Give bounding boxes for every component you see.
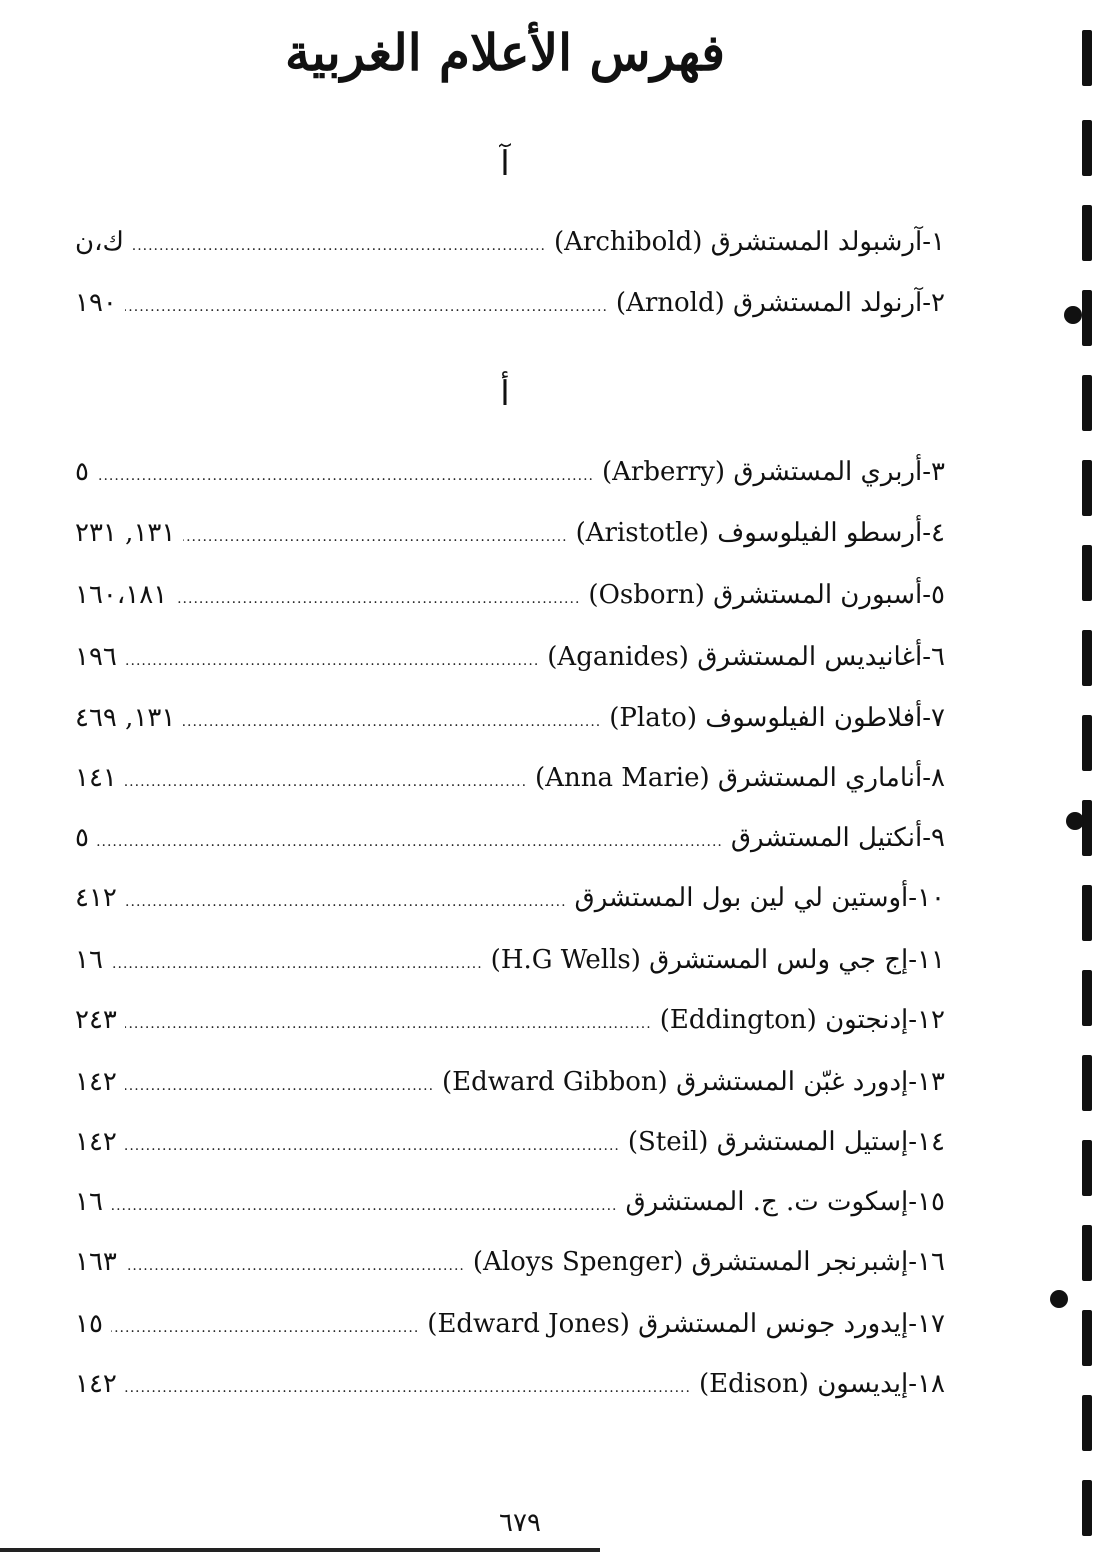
index-entry xyxy=(75,1242,945,1282)
index-entry xyxy=(75,222,945,262)
index-entry xyxy=(75,1182,945,1222)
dot-leader xyxy=(111,944,483,984)
binding-mark xyxy=(1082,205,1092,261)
entry-label: ٣-أربري المستشرق (Arberry) xyxy=(601,457,945,487)
punch-hole-dot xyxy=(1066,812,1084,830)
entry-label: ٧-أفلاطون الفيلوسوف (Plato) xyxy=(609,703,945,733)
dot-leader xyxy=(125,287,608,327)
entry-pages: ١٣١, ٤٦٩ xyxy=(75,703,176,733)
entry-label: ١٨-إيديسون (Edison) xyxy=(698,1369,945,1399)
index-entry xyxy=(75,698,945,738)
dot-leader xyxy=(125,882,567,922)
index-entry xyxy=(75,513,945,553)
dot-leader xyxy=(125,1368,691,1408)
index-entry xyxy=(75,1000,945,1040)
entry-label: ١١-إج جي ولس المستشرق (H.G Wells) xyxy=(490,945,945,975)
binding-mark xyxy=(1082,375,1092,431)
index-entry xyxy=(75,283,945,323)
dot-leader xyxy=(183,517,567,557)
entry-pages: ١٩٠ xyxy=(75,288,117,318)
binding-mark xyxy=(1082,800,1092,856)
index-entry xyxy=(75,575,945,615)
index-entry xyxy=(75,758,945,798)
index-entry xyxy=(75,637,945,677)
dot-leader xyxy=(132,226,546,266)
entry-pages: ١٣١, ٢٣١ xyxy=(75,518,176,548)
entry-label: ٤-أرسطو الفيلوسوف (Aristotle) xyxy=(575,518,945,548)
punch-hole-dot xyxy=(1064,306,1082,324)
binding-mark xyxy=(1082,1055,1092,1111)
page-title: فهرس الأعلام الغربية xyxy=(284,23,726,82)
binding-mark xyxy=(1082,1310,1092,1366)
entry-pages: ١٦ xyxy=(75,1187,103,1217)
entry-pages: ٢٤٣ xyxy=(75,1005,117,1035)
dot-leader xyxy=(183,702,601,742)
binding-mark xyxy=(1082,970,1092,1026)
entry-label: ١٧-إيدورد جونس المستشرق (Edward Jones) xyxy=(427,1309,945,1339)
entry-pages: ١٦ xyxy=(75,945,103,975)
page-number: ٦٧٩ xyxy=(499,1508,541,1538)
entry-label: ١٢-إدنجتون (Eddington) xyxy=(659,1005,945,1035)
entry-label: ١٤-إستيل المستشرق (Steil) xyxy=(627,1127,945,1157)
entry-label: ٨-أناماري المستشرق (Anna Marie) xyxy=(535,763,945,793)
section-letter-alif-madda: آ xyxy=(500,144,510,184)
entry-pages: ١٦٣ xyxy=(75,1247,117,1277)
binding-mark xyxy=(1082,460,1092,516)
entry-pages: ٥ xyxy=(75,823,89,853)
binding-mark xyxy=(1082,545,1092,601)
index-entry xyxy=(75,1062,945,1102)
binding-mark xyxy=(1082,30,1092,86)
index-entry xyxy=(75,1122,945,1162)
entry-pages: ١٤٢ xyxy=(75,1067,117,1097)
dot-leader xyxy=(175,579,580,619)
entry-pages: ١٤٢ xyxy=(75,1369,117,1399)
dot-leader xyxy=(125,762,527,802)
entry-pages: ك،ن xyxy=(75,227,124,257)
dot-leader xyxy=(97,456,594,496)
binding-mark xyxy=(1082,630,1092,686)
entry-label: ١٣-إدورد غبّن المستشرق (Edward Gibbon) xyxy=(442,1067,945,1097)
index-entry xyxy=(75,878,945,918)
dot-leader xyxy=(97,822,723,862)
entry-pages: ١٤١ xyxy=(75,763,117,793)
entry-label: ١-آرشبولد المستشرق (Archibold) xyxy=(553,227,945,257)
dot-leader xyxy=(111,1308,419,1348)
index-entry xyxy=(75,818,945,858)
dot-leader xyxy=(125,1066,434,1106)
binding-mark xyxy=(1082,1395,1092,1451)
index-entry xyxy=(75,940,945,980)
dot-leader xyxy=(125,1126,620,1166)
binding-mark xyxy=(1082,1225,1092,1281)
dot-leader xyxy=(125,641,539,681)
index-entry xyxy=(75,1304,945,1344)
entry-pages: ٥ xyxy=(75,457,89,487)
binding-mark xyxy=(1082,290,1092,346)
entry-label: ١٠-أوستين لي لين بول المستشرق xyxy=(574,883,945,913)
entry-pages: ٤١٢ xyxy=(75,883,117,913)
entry-pages: ١٤٢ xyxy=(75,1127,117,1157)
entry-label: ٥-أسبورن المستشرق (Osborn) xyxy=(588,580,945,610)
entry-label: ١٦-إشبرنجر المستشرق (Aloys Spenger) xyxy=(472,1247,945,1277)
binding-mark xyxy=(1082,120,1092,176)
entry-label: ٢-آرنولد المستشرق (Arnold) xyxy=(615,288,945,318)
binding-mark xyxy=(1082,1480,1092,1536)
index-entry xyxy=(75,452,945,492)
dot-leader xyxy=(125,1246,465,1286)
section-letter-alif-hamza: أ xyxy=(500,374,510,414)
entry-label: ١٥-إسكوت ت. ج. المستشرق xyxy=(625,1187,945,1217)
dot-leader xyxy=(125,1004,652,1044)
entry-pages: ١٦٠،١٨١ xyxy=(75,580,168,610)
punch-hole-dot xyxy=(1050,1290,1068,1308)
index-entry xyxy=(75,1364,945,1404)
bottom-rule xyxy=(0,1548,600,1552)
dot-leader xyxy=(111,1186,618,1226)
entry-pages: ١٥ xyxy=(75,1309,103,1339)
entry-pages: ١٩٦ xyxy=(75,642,117,672)
entry-label: ٦-أغانيديس المستشرق (Aganides) xyxy=(547,642,945,672)
binding-mark xyxy=(1082,885,1092,941)
entry-label: ٩-أنكتيل المستشرق xyxy=(730,823,945,853)
binding-mark xyxy=(1082,715,1092,771)
binding-mark xyxy=(1082,1140,1092,1196)
